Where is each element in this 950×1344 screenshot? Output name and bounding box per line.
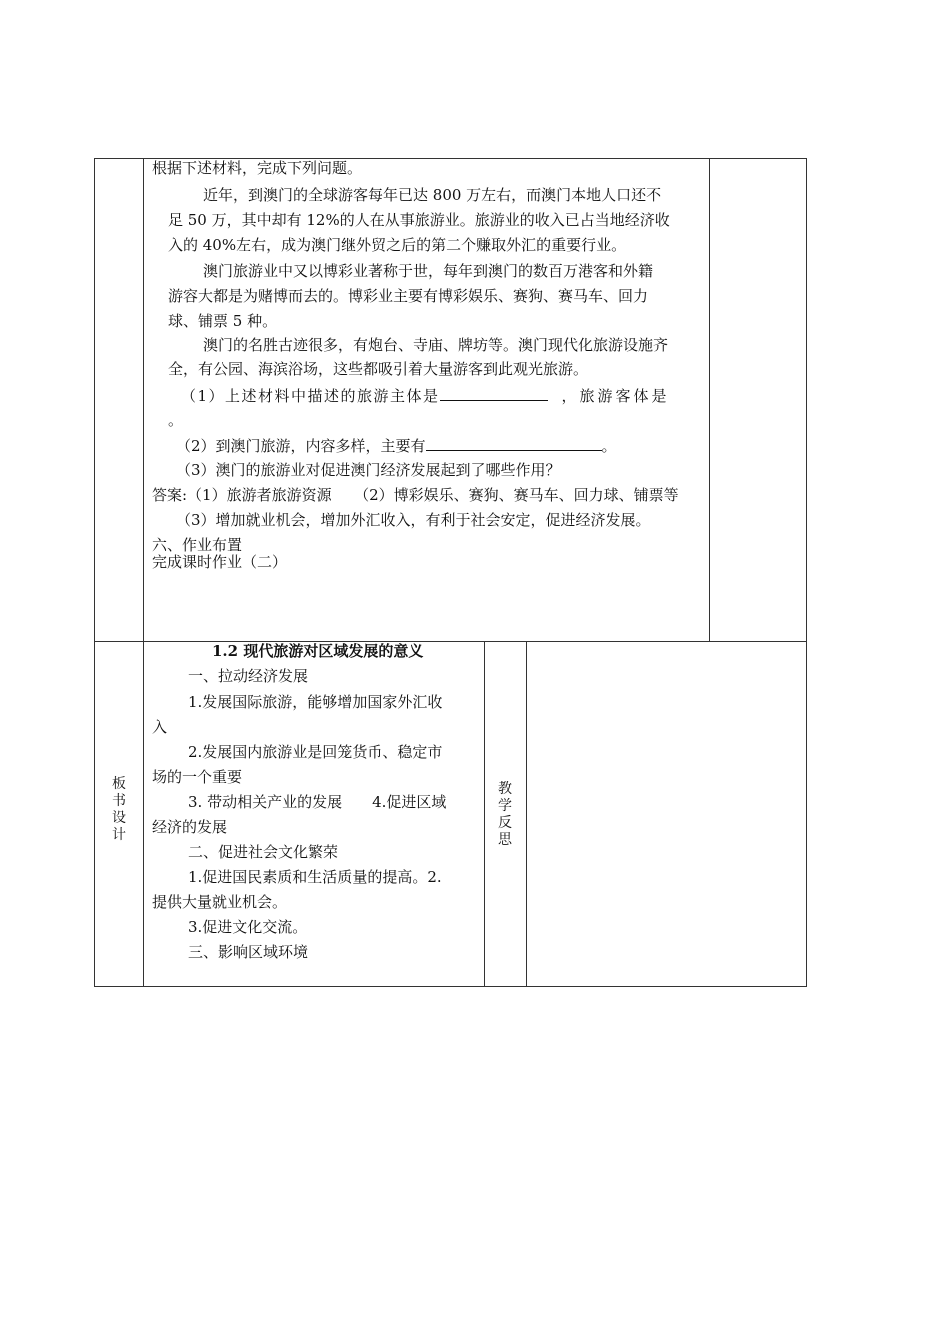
board-line-2: 1.发展国际旅游，能够增加国家外汇收 (188, 693, 443, 711)
board-line-5: 场的一个重要 (152, 768, 243, 786)
paragraph-1-line-3: 入的 40%左右，成为澳门继外贸之后的第二个赚取外汇的重要行业。 (168, 236, 627, 254)
paragraph-2-line-2: 游容大都是为赌博而去的。博彩业主要有博彩娱乐、赛狗、赛马车、回力 (168, 287, 649, 305)
board-line-11: 3.促进文化交流。 (188, 918, 308, 936)
answer-line-1: 答案:（1）旅游者旅游资源 （2）博彩娱乐、赛狗、赛马车、回力球、铺票等 (152, 486, 679, 504)
paragraph-2-line-1: 澳门旅游业中又以博彩业著称于世，每年到澳门的数百万港客和外籍 (203, 262, 654, 280)
board-line-7: 经济的发展 (152, 818, 228, 836)
board-line-9: 1.促进国民素质和生活质量的提高。2. (188, 868, 442, 886)
label-right-char-2: 学 (498, 798, 512, 814)
label-right-char-3: 反 (498, 815, 512, 831)
board-line-1: 一、拉动经济发展 (188, 667, 309, 685)
answer-blank-1[interactable] (440, 386, 548, 401)
board-line-12: 三、影响区域环境 (188, 943, 309, 961)
homework-text: 完成课时作业（二） (152, 553, 288, 571)
intro-text: 根据下述材料，完成下列问题。 (152, 159, 363, 177)
section-6-heading: 六、作业布置 (152, 536, 243, 554)
paragraph-3-line-1: 澳门的名胜古迹很多，有炮台、寺庙、牌坊等。澳门现代化旅游设施齐 (203, 336, 669, 354)
reflection-cell[interactable] (527, 642, 806, 986)
board-design-label (109, 776, 129, 844)
label-right-char-4: 思 (498, 832, 512, 848)
question-2-part-a: （2）到澳门旅游，内容多样，主要有 (176, 437, 426, 455)
board-line-3: 入 (152, 718, 168, 736)
col-divider-upper-right (709, 158, 710, 641)
paragraph-1-line-1: 近年，到澳门的全球游客每年已达 800 万左右，而澳门本地人口还不 (203, 186, 662, 204)
col-divider-left (143, 158, 144, 987)
col-divider-lower-mid1 (484, 641, 485, 987)
label-left-char-2: 书 (112, 793, 126, 809)
answer-blank-2[interactable] (426, 436, 602, 451)
question-1-end: 。 (168, 411, 184, 429)
teaching-reflection-label (495, 781, 515, 849)
paragraph-1-line-2: 足 50 万，其中却有 12%的人在从事旅游业。旅游业的收入已占当地经济收 (168, 211, 670, 229)
board-line-4: 2.发展国内旅游业是回笼货币、稳定市 (188, 743, 443, 761)
question-2 (176, 436, 617, 455)
question-1-part-b: ，旅游客体是 (561, 387, 670, 405)
answer-line-2: （3）增加就业机会，增加外汇收入，有利于社会安定，促进经济发展。 (176, 511, 651, 529)
question-1-part-a: （1）上述材料中描述的旅游主体是 (181, 387, 440, 405)
board-line-6: 3. 带动相关产业的发展 4.促进区域 (188, 793, 447, 811)
question-2-end: 。 (601, 437, 617, 455)
label-left-char-3: 设 (112, 810, 126, 826)
question-1 (181, 386, 670, 405)
label-right-char-1: 教 (498, 781, 512, 797)
paragraph-3-line-2: 全，有公园、海滨浴场，这些都吸引着大量游客到此观光旅游。 (168, 360, 589, 378)
label-left-char-1: 板 (112, 776, 126, 792)
paragraph-2-line-3: 球、铺票 5 种。 (168, 312, 278, 330)
board-line-8: 二、促进社会文化繁荣 (188, 843, 339, 861)
board-line-10: 提供大量就业机会。 (152, 893, 288, 911)
board-title: 1.2 现代旅游对区域发展的意义 (212, 642, 424, 660)
question-3: （3）澳门的旅游业对促进澳门经济发展起到了哪些作用？ (176, 461, 561, 479)
label-left-char-4: 计 (112, 827, 126, 843)
